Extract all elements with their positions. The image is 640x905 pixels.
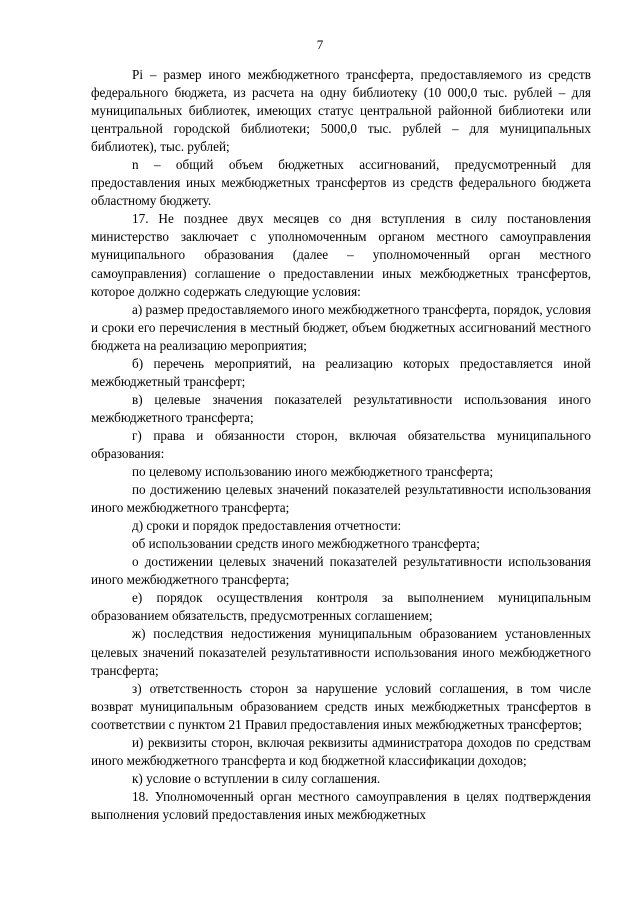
paragraph-item-i: и) реквизиты сторон, включая реквизиты администратора доходов по средствам иного межбюджетного трансферта и код бюджетной классификации доходов; xyxy=(91,734,591,768)
paragraph-item-g-2: по достижению целевых значений показателей результативности использования иного межбюджетного трансферта; xyxy=(91,482,591,516)
paragraph-item-zh: ж) последствия недостижения муниципальным образованием установленных целевых значений показателей результативности использования иного межбюджетного трансферта; xyxy=(91,626,591,678)
paragraph-item-d-1: об использовании средств иного межбюджетного трансферта; xyxy=(132,536,480,552)
document-body xyxy=(91,66,591,824)
paragraph-clause-18: 18. Уполномоченный орган местного самоуправления в целях подтверждения выполнения условий предоставления иных межбюджетных xyxy=(91,788,591,822)
paragraph-item-e: е) порядок осуществления контроля за выполнением муниципальным образованием обязательств, предусмотренных соглашением; xyxy=(91,590,591,624)
paragraph-item-g: г) права и обязанности сторон, включая обязательства муниципального образования: xyxy=(91,427,591,461)
paragraph-n-definition: n – общий объем бюджетных ассигнований, предусмотренный для предоставления иных межбюджетных трансфертов из средств федерального бюджета областному бюджету. xyxy=(91,157,591,209)
paragraph-item-d-2: о достижении целевых значений показателей результативности использования иного межбюджетного трансферта; xyxy=(91,554,591,588)
paragraph-item-a: а) размер предоставляемого иного межбюджетного трансферта, порядок, условия и сроки его перечисления в местный бюджет, объем бюджетных ассигнований местного бюджета на реализацию мероприятия; xyxy=(91,301,591,353)
paragraph-item-g-1: по целевому использованию иного межбюджетного трансферта; xyxy=(132,464,494,480)
paragraph-item-d: д) сроки и порядок предоставления отчетности: xyxy=(132,518,402,534)
paragraph-item-z: з) ответственность сторон за нарушение условий соглашения, в том числе возврат муниципальным образованием средств иных межбюджетных трансфертов в соответствии с пунктом 21 Правил предоставления иных межбюджетных трансфертов; xyxy=(91,680,591,732)
paragraph-pi-definition: Pi – размер иного межбюджетного трансферта, предоставляемого из средств федерального бюджета, из расчета на одну библиотеку (10 000,0 тыс. рублей – для муниципальных библиотек, имеющих статус центральной районной библиотеки или центральной городской библиотеки; 5000,0 тыс. рублей – для муниципальных библиотек), тыс. рублей; xyxy=(91,67,591,155)
paragraph-item-v: в) целевые значения показателей результативности использования иного межбюджетного трансферта; xyxy=(91,391,591,425)
paragraph-item-b: б) перечень мероприятий, на реализацию которых предоставляется иной межбюджетный трансферт; xyxy=(91,355,591,389)
paragraph-clause-17: 17. Не позднее двух месяцев со дня вступления в силу постановления министерство заключает с уполномоченным органом местного самоуправления муниципального образования (далее – уполномоченный орган местного самоуправления) соглашение о предоставлении иных межбюджетных трансфертов, которое должно содержать следующие условия: xyxy=(91,211,591,299)
page-number: 7 xyxy=(316,37,324,52)
paragraph-item-k: к) условие о вступлении в силу соглашения. xyxy=(132,770,381,786)
